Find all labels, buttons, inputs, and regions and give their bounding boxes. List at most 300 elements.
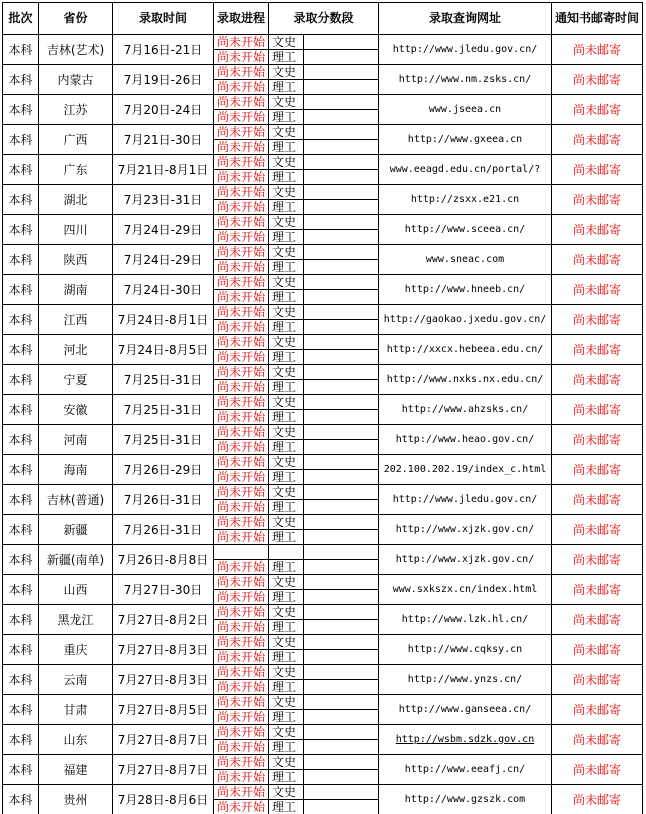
query-url-link[interactable]: http://xxcx.hebeea.edu.cn/ bbox=[379, 335, 552, 365]
notice-cell: 尚未邮寄 bbox=[552, 125, 643, 155]
progress-science-cell: 尚未开始 bbox=[214, 50, 269, 65]
segment-science-value bbox=[304, 230, 379, 245]
segment-science-label: 理工 bbox=[269, 200, 304, 215]
batch-cell: 本科 bbox=[3, 125, 39, 155]
table-row bbox=[3, 485, 643, 500]
progress-liberal-cell: 尚未开始 bbox=[214, 305, 269, 320]
progress-science-cell: 尚未开始 bbox=[214, 650, 269, 665]
time-cell: 7月25日-31日 bbox=[113, 425, 214, 455]
progress-liberal-cell: 尚未开始 bbox=[214, 275, 269, 290]
progress-liberal-cell: 尚未开始 bbox=[214, 665, 269, 680]
segment-liberal-label: 文史 bbox=[269, 635, 304, 650]
progress-liberal-cell: 尚未开始 bbox=[214, 395, 269, 410]
progress-liberal-cell: 尚未开始 bbox=[214, 185, 269, 200]
segment-science-value bbox=[304, 380, 379, 395]
query-url-link[interactable]: http://www.sceea.cn/ bbox=[379, 215, 552, 245]
query-url-link[interactable]: http://gaokao.jxedu.gov.cn/ bbox=[379, 305, 552, 335]
segment-science-label: 理工 bbox=[269, 740, 304, 755]
time-cell: 7月26日-31日 bbox=[113, 485, 214, 515]
progress-science-cell: 尚未开始 bbox=[214, 440, 269, 455]
segment-science-value bbox=[304, 170, 379, 185]
query-url-link[interactable]: http://www.nxks.nx.edu.cn/ bbox=[379, 365, 552, 395]
progress-science-cell: 尚未开始 bbox=[214, 200, 269, 215]
province-cell: 江西 bbox=[39, 305, 113, 335]
segment-liberal-label: 文史 bbox=[269, 605, 304, 620]
segment-liberal-label: 文史 bbox=[269, 755, 304, 770]
province-cell: 山西 bbox=[39, 575, 113, 605]
progress-science-cell: 尚未开始 bbox=[214, 380, 269, 395]
time-cell: 7月21日-30日 bbox=[113, 125, 214, 155]
time-cell: 7月24日-30日 bbox=[113, 275, 214, 305]
progress-liberal-cell: 尚未开始 bbox=[214, 755, 269, 770]
batch-cell: 本科 bbox=[3, 275, 39, 305]
progress-science-cell: 尚未开始 bbox=[214, 110, 269, 125]
table-row bbox=[3, 785, 643, 800]
notice-cell: 尚未邮寄 bbox=[552, 755, 643, 785]
batch-cell: 本科 bbox=[3, 305, 39, 335]
table-row bbox=[3, 35, 643, 50]
segment-liberal-value bbox=[304, 695, 379, 710]
segment-science-label: 理工 bbox=[269, 500, 304, 515]
segment-science-value bbox=[304, 50, 379, 65]
notice-cell: 尚未邮寄 bbox=[552, 275, 643, 305]
batch-cell: 本科 bbox=[3, 65, 39, 95]
notice-cell: 尚未邮寄 bbox=[552, 365, 643, 395]
progress-science-cell: 尚未开始 bbox=[214, 320, 269, 335]
notice-cell: 尚未邮寄 bbox=[552, 185, 643, 215]
notice-cell: 尚未邮寄 bbox=[552, 575, 643, 605]
progress-science-cell: 尚未开始 bbox=[214, 620, 269, 635]
header-url: 录取查询网址 bbox=[379, 3, 552, 35]
notice-cell: 尚未邮寄 bbox=[552, 245, 643, 275]
time-cell: 7月24日-8月5日 bbox=[113, 335, 214, 365]
segment-liberal-value bbox=[304, 335, 379, 350]
segment-science-label: 理工 bbox=[269, 380, 304, 395]
progress-liberal-cell: 尚未开始 bbox=[214, 785, 269, 800]
progress-liberal-cell: 尚未开始 bbox=[214, 575, 269, 590]
notice-cell: 尚未邮寄 bbox=[552, 515, 643, 545]
table-row bbox=[3, 65, 643, 80]
notice-cell: 尚未邮寄 bbox=[552, 425, 643, 455]
batch-cell: 本科 bbox=[3, 545, 39, 575]
notice-cell: 尚未邮寄 bbox=[552, 485, 643, 515]
segment-liberal-value bbox=[304, 185, 379, 200]
segment-science-value bbox=[304, 710, 379, 725]
segment-liberal-value bbox=[304, 305, 379, 320]
segment-science-label: 理工 bbox=[269, 80, 304, 95]
batch-cell: 本科 bbox=[3, 755, 39, 785]
province-cell: 山东 bbox=[39, 725, 113, 755]
time-cell: 7月19日-26日 bbox=[113, 65, 214, 95]
segment-liberal-label: 文史 bbox=[269, 155, 304, 170]
segment-science-label: 理工 bbox=[269, 530, 304, 545]
segment-science-label: 理工 bbox=[269, 50, 304, 65]
segment-science-label: 理工 bbox=[269, 320, 304, 335]
segment-science-label: 理工 bbox=[269, 110, 304, 125]
segment-science-value bbox=[304, 320, 379, 335]
query-url-link[interactable]: http://www.gxeea.cn bbox=[379, 125, 552, 155]
table-row bbox=[3, 665, 643, 680]
table-row bbox=[3, 455, 643, 470]
notice-cell: 尚未邮寄 bbox=[552, 155, 643, 185]
segment-liberal-label: 文史 bbox=[269, 395, 304, 410]
province-cell: 贵州 bbox=[39, 785, 113, 814]
progress-science-cell: 尚未开始 bbox=[214, 140, 269, 155]
time-cell: 7月25日-31日 bbox=[113, 395, 214, 425]
segment-liberal-label: 文史 bbox=[269, 185, 304, 200]
province-cell: 河北 bbox=[39, 335, 113, 365]
notice-cell: 尚未邮寄 bbox=[552, 395, 643, 425]
batch-cell: 本科 bbox=[3, 365, 39, 395]
table-row bbox=[3, 755, 643, 770]
segment-liberal-value bbox=[304, 575, 379, 590]
progress-science-cell: 尚未开始 bbox=[214, 170, 269, 185]
progress-liberal-cell: 尚未开始 bbox=[214, 365, 269, 380]
segment-liberal-label: 文史 bbox=[269, 65, 304, 80]
notice-cell: 尚未邮寄 bbox=[552, 605, 643, 635]
time-cell: 7月24日-29日 bbox=[113, 215, 214, 245]
segment-liberal-value bbox=[304, 515, 379, 530]
segment-liberal-label: 文史 bbox=[269, 785, 304, 800]
query-url-link[interactable]: http://www.ynzs.cn/ bbox=[379, 665, 552, 695]
segment-liberal-value bbox=[304, 245, 379, 260]
province-cell: 吉林(普通) bbox=[39, 485, 113, 515]
time-cell: 7月24日-29日 bbox=[113, 245, 214, 275]
segment-science-label: 理工 bbox=[269, 350, 304, 365]
progress-science-cell: 尚未开始 bbox=[214, 350, 269, 365]
progress-science-cell: 尚未开始 bbox=[214, 590, 269, 605]
progress-science-cell: 尚未开始 bbox=[214, 80, 269, 95]
table-row bbox=[3, 155, 643, 170]
query-url-link[interactable]: http://www.xjzk.gov.cn/ bbox=[379, 515, 552, 545]
segment-liberal-value bbox=[304, 395, 379, 410]
progress-science-cell: 尚未开始 bbox=[214, 800, 269, 814]
table-row bbox=[3, 575, 643, 590]
province-cell: 黑龙江 bbox=[39, 605, 113, 635]
batch-cell: 本科 bbox=[3, 155, 39, 185]
table-row bbox=[3, 545, 643, 560]
province-cell: 安徽 bbox=[39, 395, 113, 425]
segment-science-label: 理工 bbox=[269, 560, 304, 575]
table-row bbox=[3, 605, 643, 620]
segment-liberal-value bbox=[304, 485, 379, 500]
table-row bbox=[3, 185, 643, 200]
segment-science-value bbox=[304, 650, 379, 665]
progress-liberal-cell: 尚未开始 bbox=[214, 635, 269, 650]
segment-liberal-value bbox=[304, 455, 379, 470]
progress-science-cell: 尚未开始 bbox=[214, 680, 269, 695]
batch-cell: 本科 bbox=[3, 35, 39, 65]
time-cell: 7月23日-31日 bbox=[113, 185, 214, 215]
table-row bbox=[3, 215, 643, 230]
progress-science-cell: 尚未开始 bbox=[214, 770, 269, 785]
table-row bbox=[3, 515, 643, 530]
batch-cell: 本科 bbox=[3, 215, 39, 245]
segment-liberal-label: 文史 bbox=[269, 35, 304, 50]
query-url-link[interactable]: http://www.eeafj.cn/ bbox=[379, 755, 552, 785]
query-url-link[interactable]: http://www.nm.zsks.cn/ bbox=[379, 65, 552, 95]
query-url-link[interactable]: http://www.lzk.hl.cn/ bbox=[379, 605, 552, 635]
query-url-link[interactable]: http://www.ganseea.cn/ bbox=[379, 695, 552, 725]
notice-cell: 尚未邮寄 bbox=[552, 545, 643, 575]
segment-science-label: 理工 bbox=[269, 590, 304, 605]
time-cell: 7月27日-30日 bbox=[113, 575, 214, 605]
time-cell: 7月28日-8月6日 bbox=[113, 785, 214, 814]
progress-science-cell: 尚未开始 bbox=[214, 290, 269, 305]
province-cell: 海南 bbox=[39, 455, 113, 485]
segment-science-value bbox=[304, 740, 379, 755]
time-cell: 7月27日-8月3日 bbox=[113, 665, 214, 695]
query-url-link[interactable]: http://wsbm.sdzk.gov.cn bbox=[379, 725, 552, 755]
segment-liberal-value bbox=[304, 665, 379, 680]
segment-science-value bbox=[304, 200, 379, 215]
time-cell: 7月26日-8月8日 bbox=[113, 545, 214, 575]
time-cell: 7月16日-21日 bbox=[113, 35, 214, 65]
segment-science-label: 理工 bbox=[269, 230, 304, 245]
time-cell: 7月24日-8月1日 bbox=[113, 305, 214, 335]
query-url-link[interactable]: http://www.jledu.gov.cn/ bbox=[379, 35, 552, 65]
time-cell: 7月27日-8月5日 bbox=[113, 695, 214, 725]
header-notice: 通知书邮寄时间 bbox=[552, 3, 643, 35]
segment-liberal-value bbox=[304, 275, 379, 290]
notice-cell: 尚未邮寄 bbox=[552, 725, 643, 755]
notice-cell: 尚未邮寄 bbox=[552, 215, 643, 245]
query-url-link[interactable]: http://www.hneeb.cn/ bbox=[379, 275, 552, 305]
notice-cell: 尚未邮寄 bbox=[552, 665, 643, 695]
segment-science-label: 理工 bbox=[269, 620, 304, 635]
progress-science-cell: 尚未开始 bbox=[214, 710, 269, 725]
notice-cell: 尚未邮寄 bbox=[552, 695, 643, 725]
time-cell: 7月20日-24日 bbox=[113, 95, 214, 125]
province-cell: 新疆 bbox=[39, 515, 113, 545]
progress-science-cell: 尚未开始 bbox=[214, 560, 269, 575]
segment-science-label: 理工 bbox=[269, 410, 304, 425]
segment-liberal-label: 文史 bbox=[269, 365, 304, 380]
admission-table bbox=[2, 2, 643, 814]
progress-science-cell: 尚未开始 bbox=[214, 500, 269, 515]
segment-liberal-value bbox=[304, 545, 379, 560]
table-row bbox=[3, 425, 643, 440]
batch-cell: 本科 bbox=[3, 485, 39, 515]
header-province: 省份 bbox=[39, 3, 113, 35]
progress-liberal-cell: 尚未开始 bbox=[214, 455, 269, 470]
segment-science-label: 理工 bbox=[269, 470, 304, 485]
segment-liberal-label: 文史 bbox=[269, 665, 304, 680]
segment-science-value bbox=[304, 680, 379, 695]
progress-science-cell: 尚未开始 bbox=[214, 530, 269, 545]
progress-liberal-cell: 尚未开始 bbox=[214, 95, 269, 110]
segment-liberal-value bbox=[304, 425, 379, 440]
segment-science-value bbox=[304, 530, 379, 545]
batch-cell: 本科 bbox=[3, 245, 39, 275]
batch-cell: 本科 bbox=[3, 635, 39, 665]
progress-science-cell: 尚未开始 bbox=[214, 410, 269, 425]
notice-cell: 尚未邮寄 bbox=[552, 95, 643, 125]
notice-cell: 尚未邮寄 bbox=[552, 35, 643, 65]
progress-science-cell: 尚未开始 bbox=[214, 470, 269, 485]
progress-liberal-cell: 尚未开始 bbox=[214, 65, 269, 80]
segment-liberal-label: 文史 bbox=[269, 485, 304, 500]
province-cell: 新疆(南单) bbox=[39, 545, 113, 575]
segment-liberal-label bbox=[269, 545, 304, 560]
segment-science-value bbox=[304, 620, 379, 635]
province-cell: 内蒙古 bbox=[39, 65, 113, 95]
segment-liberal-label: 文史 bbox=[269, 695, 304, 710]
segment-science-value bbox=[304, 800, 379, 814]
progress-liberal-cell: 尚未开始 bbox=[214, 515, 269, 530]
progress-liberal-cell: 尚未开始 bbox=[214, 695, 269, 710]
segment-liberal-value bbox=[304, 155, 379, 170]
header-progress: 录取进程 bbox=[214, 3, 269, 35]
progress-liberal-cell: 尚未开始 bbox=[214, 485, 269, 500]
province-cell: 广东 bbox=[39, 155, 113, 185]
progress-liberal-cell: 尚未开始 bbox=[214, 35, 269, 50]
province-cell: 云南 bbox=[39, 665, 113, 695]
progress-liberal-cell: 尚未开始 bbox=[214, 245, 269, 260]
segment-liberal-label: 文史 bbox=[269, 335, 304, 350]
query-url-link[interactable]: www.eeagd.edu.cn/portal/? bbox=[379, 155, 552, 185]
batch-cell: 本科 bbox=[3, 575, 39, 605]
province-cell: 陕西 bbox=[39, 245, 113, 275]
time-cell: 7月25日-31日 bbox=[113, 365, 214, 395]
segment-liberal-value bbox=[304, 125, 379, 140]
query-url-link[interactable]: http://www.jledu.gov.cn/ bbox=[379, 485, 552, 515]
segment-science-label: 理工 bbox=[269, 770, 304, 785]
segment-science-value bbox=[304, 470, 379, 485]
segment-liberal-value bbox=[304, 605, 379, 620]
segment-science-value bbox=[304, 500, 379, 515]
segment-science-value bbox=[304, 560, 379, 575]
segment-liberal-value bbox=[304, 215, 379, 230]
segment-science-value bbox=[304, 140, 379, 155]
segment-science-value bbox=[304, 440, 379, 455]
segment-science-value bbox=[304, 290, 379, 305]
segment-science-value bbox=[304, 770, 379, 785]
segment-science-value bbox=[304, 590, 379, 605]
table-row bbox=[3, 335, 643, 350]
province-cell: 湖北 bbox=[39, 185, 113, 215]
progress-liberal-cell: 尚未开始 bbox=[214, 335, 269, 350]
header-score: 录取分数段 bbox=[269, 3, 379, 35]
segment-liberal-value bbox=[304, 35, 379, 50]
progress-liberal-cell: 尚未开始 bbox=[214, 605, 269, 620]
progress-liberal-cell: 尚未开始 bbox=[214, 725, 269, 740]
segment-liberal-label: 文史 bbox=[269, 725, 304, 740]
segment-science-value bbox=[304, 410, 379, 425]
time-cell: 7月26日-31日 bbox=[113, 515, 214, 545]
batch-cell: 本科 bbox=[3, 605, 39, 635]
header-time: 录取时间 bbox=[113, 3, 214, 35]
query-url-link[interactable]: http://zsxx.e21.cn bbox=[379, 185, 552, 215]
progress-liberal-cell: 尚未开始 bbox=[214, 155, 269, 170]
segment-liberal-value bbox=[304, 785, 379, 800]
table-row bbox=[3, 305, 643, 320]
header-batch: 批次 bbox=[3, 3, 39, 35]
progress-liberal-cell: 尚未开始 bbox=[214, 215, 269, 230]
time-cell: 7月27日-8月3日 bbox=[113, 635, 214, 665]
batch-cell: 本科 bbox=[3, 455, 39, 485]
query-url-link[interactable]: www.jseea.cn bbox=[379, 95, 552, 125]
table-row bbox=[3, 365, 643, 380]
province-cell: 湖南 bbox=[39, 275, 113, 305]
segment-liberal-value bbox=[304, 725, 379, 740]
segment-science-label: 理工 bbox=[269, 290, 304, 305]
time-cell: 7月27日-8月7日 bbox=[113, 725, 214, 755]
province-cell: 福建 bbox=[39, 755, 113, 785]
province-cell: 江苏 bbox=[39, 95, 113, 125]
table-row bbox=[3, 245, 643, 260]
batch-cell: 本科 bbox=[3, 695, 39, 725]
segment-liberal-label: 文史 bbox=[269, 215, 304, 230]
query-url-link[interactable]: http://www.xjzk.gov.cn/ bbox=[379, 545, 552, 575]
table-row bbox=[3, 275, 643, 290]
query-url-link[interactable]: www.sneac.com bbox=[379, 245, 552, 275]
segment-science-value bbox=[304, 260, 379, 275]
query-url-link[interactable]: http://www.heao.gov.cn/ bbox=[379, 425, 552, 455]
query-url-link[interactable]: www.sxkszx.cn/index.html bbox=[379, 575, 552, 605]
segment-liberal-value bbox=[304, 95, 379, 110]
segment-liberal-label: 文史 bbox=[269, 275, 304, 290]
segment-science-label: 理工 bbox=[269, 680, 304, 695]
segment-science-label: 理工 bbox=[269, 440, 304, 455]
table-row bbox=[3, 395, 643, 410]
segment-science-value bbox=[304, 110, 379, 125]
batch-cell: 本科 bbox=[3, 185, 39, 215]
time-cell: 7月27日-8月2日 bbox=[113, 605, 214, 635]
segment-liberal-label: 文史 bbox=[269, 305, 304, 320]
segment-liberal-label: 文史 bbox=[269, 245, 304, 260]
segment-liberal-label: 文史 bbox=[269, 575, 304, 590]
table-row bbox=[3, 95, 643, 110]
table-row bbox=[3, 635, 643, 650]
progress-science-cell: 尚未开始 bbox=[214, 740, 269, 755]
batch-cell: 本科 bbox=[3, 335, 39, 365]
batch-cell: 本科 bbox=[3, 785, 39, 814]
segment-science-label: 理工 bbox=[269, 170, 304, 185]
progress-liberal-cell: 尚未开始 bbox=[214, 125, 269, 140]
segment-liberal-label: 文史 bbox=[269, 125, 304, 140]
segment-science-label: 理工 bbox=[269, 800, 304, 814]
query-url-link[interactable]: http://www.cqksy.cn bbox=[379, 635, 552, 665]
batch-cell: 本科 bbox=[3, 395, 39, 425]
segment-science-label: 理工 bbox=[269, 140, 304, 155]
progress-science-cell: 尚未开始 bbox=[214, 230, 269, 245]
query-url-link[interactable]: http://www.gzszk.com bbox=[379, 785, 552, 814]
table-row bbox=[3, 725, 643, 740]
segment-liberal-label: 文史 bbox=[269, 95, 304, 110]
table-row bbox=[3, 695, 643, 710]
segment-science-label: 理工 bbox=[269, 260, 304, 275]
batch-cell: 本科 bbox=[3, 95, 39, 125]
batch-cell: 本科 bbox=[3, 515, 39, 545]
batch-cell: 本科 bbox=[3, 665, 39, 695]
batch-cell: 本科 bbox=[3, 725, 39, 755]
province-cell: 广西 bbox=[39, 125, 113, 155]
time-cell: 7月21日-8月1日 bbox=[113, 155, 214, 185]
notice-cell: 尚未邮寄 bbox=[552, 305, 643, 335]
segment-science-label: 理工 bbox=[269, 710, 304, 725]
progress-liberal-cell: 尚未开始 bbox=[214, 425, 269, 440]
segment-liberal-value bbox=[304, 365, 379, 380]
batch-cell: 本科 bbox=[3, 425, 39, 455]
segment-liberal-value bbox=[304, 635, 379, 650]
time-cell: 7月26日-29日 bbox=[113, 455, 214, 485]
province-cell: 宁夏 bbox=[39, 365, 113, 395]
segment-liberal-value bbox=[304, 65, 379, 80]
query-url-link[interactable]: http://www.ahzsks.cn/ bbox=[379, 395, 552, 425]
query-url-link[interactable]: 202.100.202.19/index_c.html bbox=[379, 455, 552, 485]
time-cell: 7月27日-8月7日 bbox=[113, 755, 214, 785]
